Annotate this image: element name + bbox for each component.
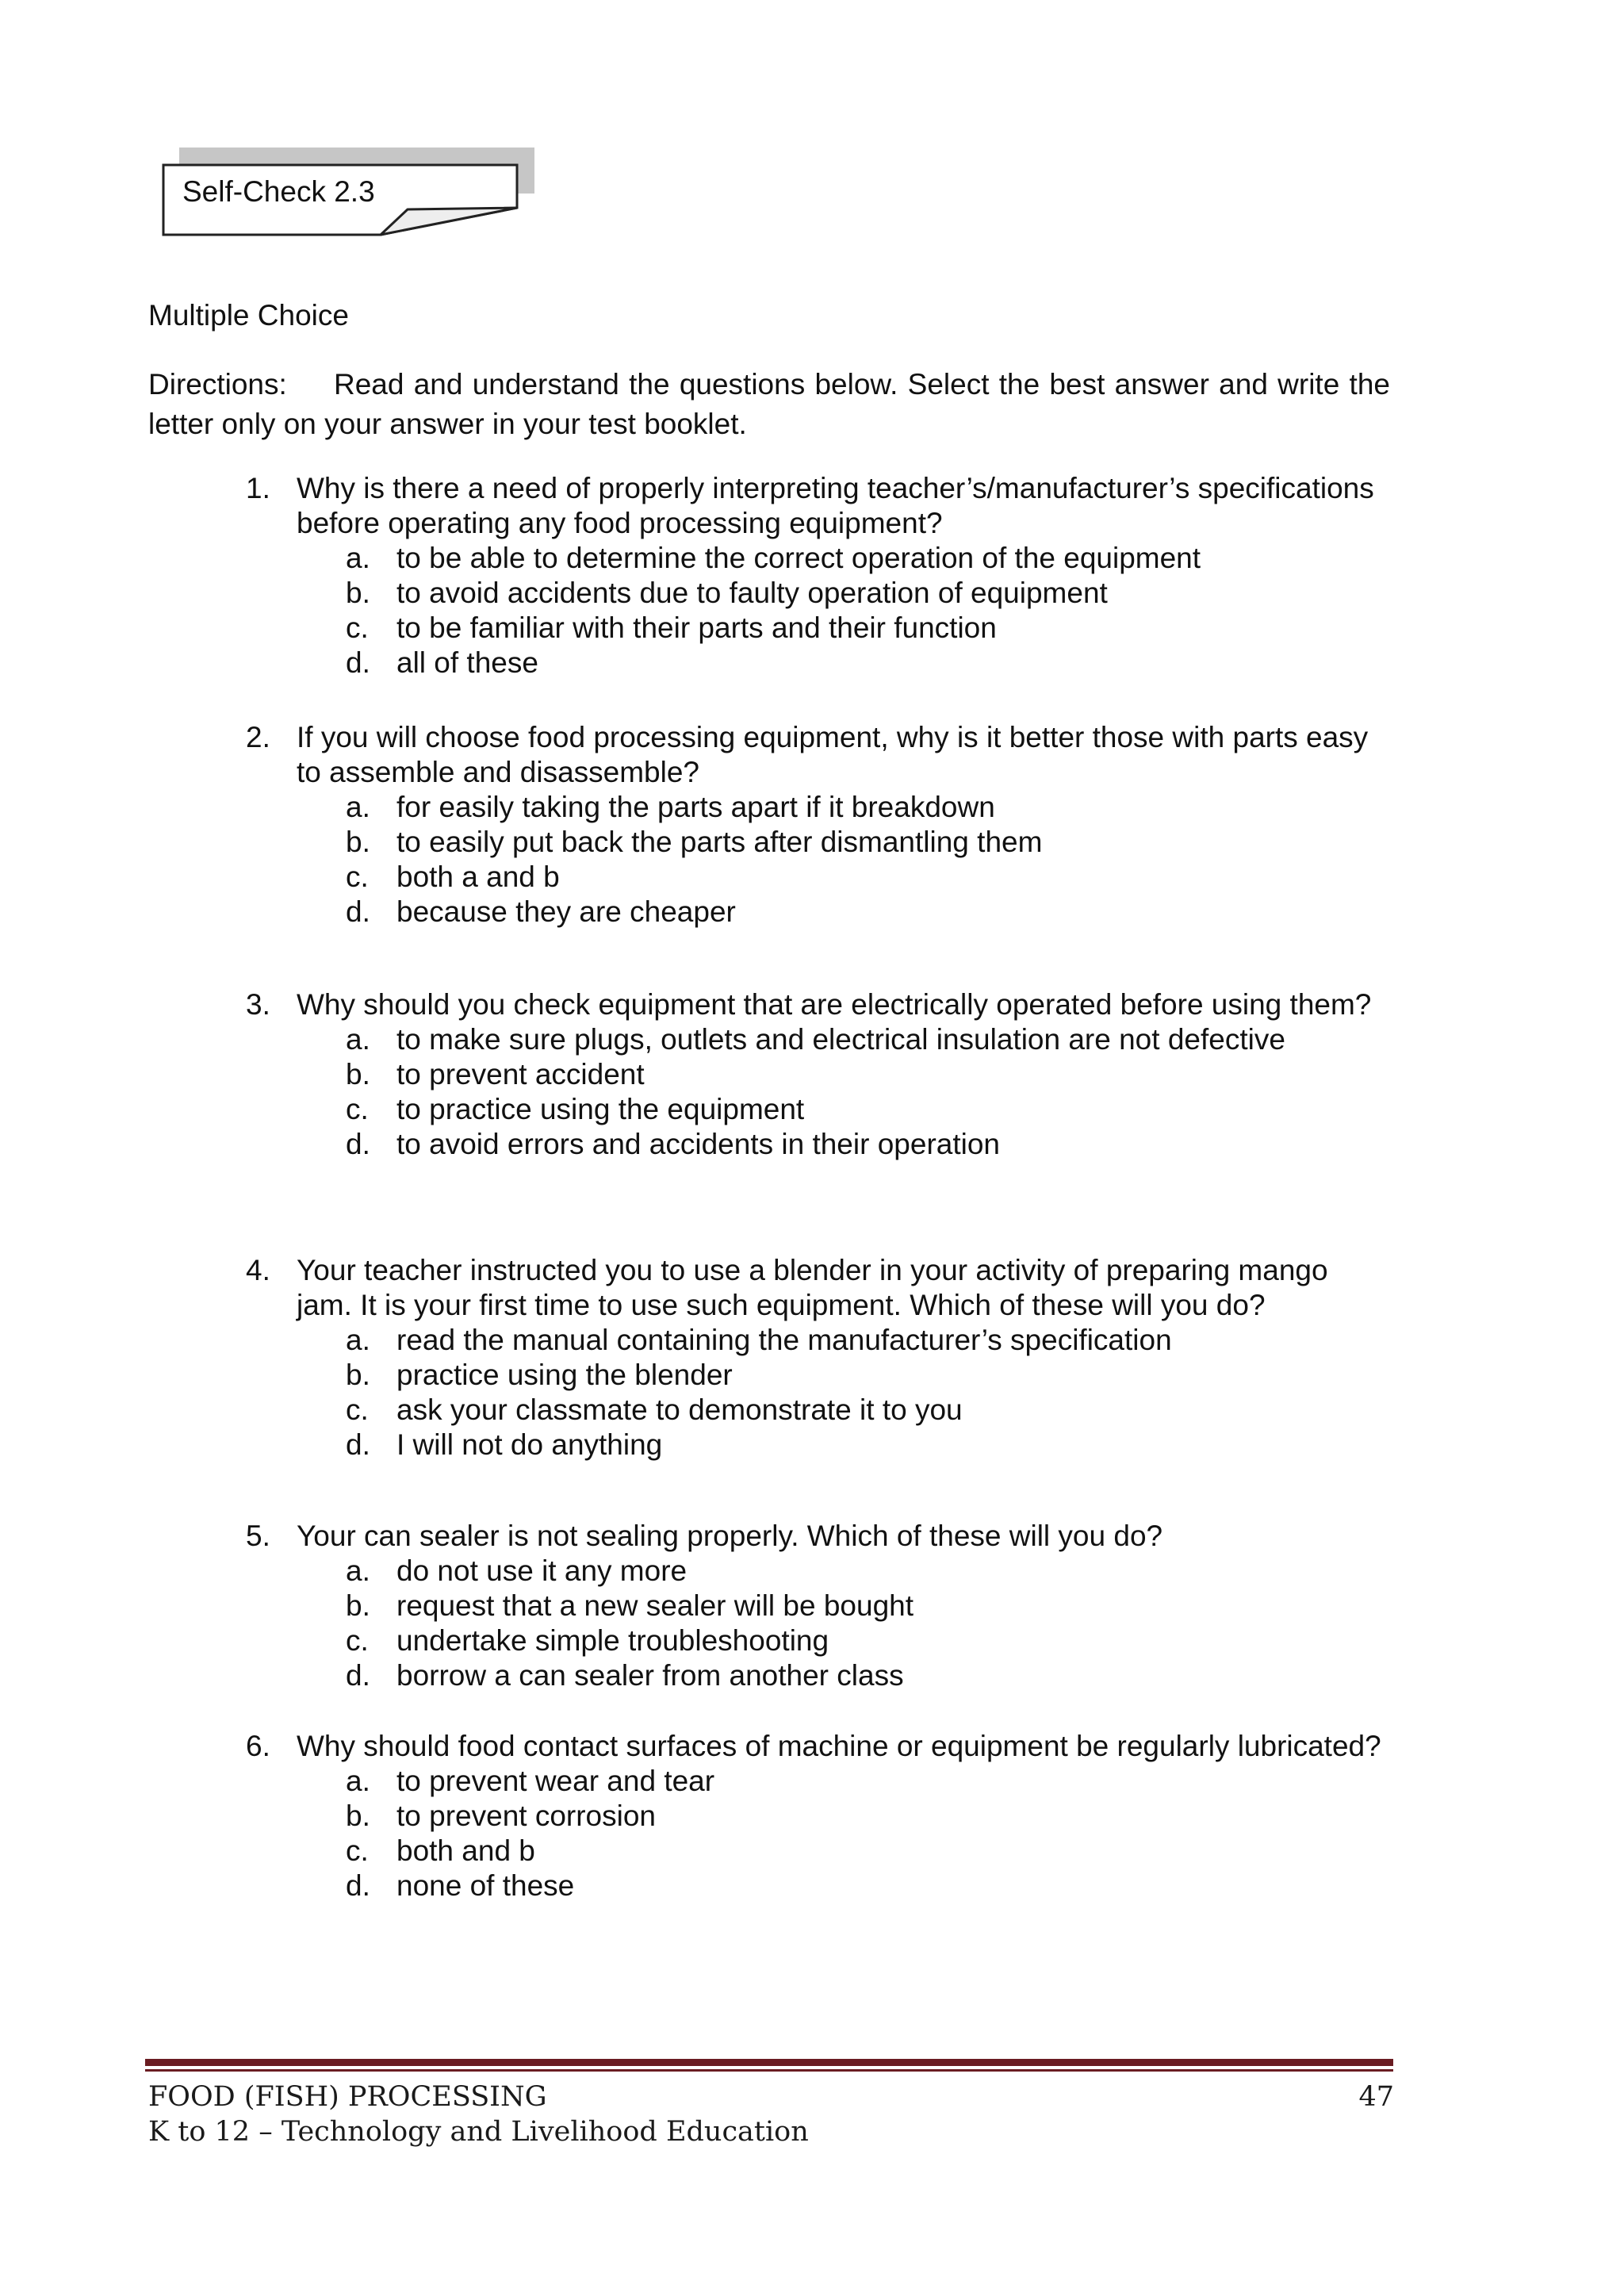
answer-options — [246, 1764, 1388, 1903]
question-text: Why should food contact surfaces of machine or equipment be regularly lubricated? — [297, 1730, 1381, 1762]
answer-option-a — [246, 541, 1388, 576]
option-letter: b. — [346, 1058, 370, 1091]
option-text: to avoid errors and accidents in their operation — [396, 1128, 1000, 1160]
answer-option-b — [246, 825, 1388, 860]
answer-option-a — [246, 1764, 1388, 1799]
option-text: to prevent accident — [396, 1058, 645, 1091]
answer-options — [246, 1554, 1388, 1693]
directions-text: Read and understand the questions below. Select the best answer and write the letter only on your answer in your test booklet. — [148, 368, 1390, 440]
option-letter: d. — [346, 895, 370, 928]
option-text: to practice using the equipment — [396, 1093, 805, 1125]
question-text: If you will choose food processing equipment, why is it better those with parts easy to assemble and disassemble? — [297, 721, 1369, 788]
option-text: because they are cheaper — [396, 895, 736, 928]
answer-option-d — [246, 1869, 1388, 1903]
answer-option-b — [246, 1589, 1388, 1623]
self-check-title: Self-Check 2.3 — [182, 175, 375, 208]
option-letter: d. — [346, 646, 370, 679]
option-letter: b. — [346, 577, 370, 609]
footer-divider-thick — [145, 2059, 1393, 2066]
question-number: 6. — [246, 1730, 270, 1762]
option-letter: c. — [346, 611, 369, 644]
answer-option-d — [246, 895, 1388, 930]
answer-option-b — [246, 1799, 1388, 1834]
question-number: 5. — [246, 1520, 270, 1552]
question-3 — [246, 987, 1388, 1162]
answer-option-b — [246, 576, 1388, 611]
answer-option-c — [246, 1092, 1388, 1127]
answer-option-b — [246, 1358, 1388, 1393]
question-text: Why is there a need of properly interpreting teacher’s/manufacturer’s specifications before operating any food processing equipment? — [297, 472, 1374, 539]
page-number: 47 — [1358, 2081, 1394, 2113]
option-letter: a. — [346, 1765, 370, 1797]
option-text: practice using the blender — [396, 1359, 733, 1391]
option-text: for easily taking the parts apart if it breakdown — [396, 791, 995, 823]
directions — [148, 365, 1390, 444]
option-text: to make sure plugs, outlets and electrical insulation are not defective — [396, 1023, 1285, 1056]
option-text: to avoid accidents due to faulty operation of equipment — [396, 577, 1108, 609]
option-text: to prevent wear and tear — [396, 1765, 715, 1797]
option-text: request that a new sealer will be bought — [396, 1589, 914, 1622]
answer-option-c — [246, 860, 1388, 895]
option-text: to be familiar with their parts and their function — [396, 611, 997, 644]
option-text: both and b — [396, 1834, 535, 1867]
question-number: 3. — [246, 988, 270, 1021]
directions-label: Directions: — [148, 368, 287, 401]
option-letter: a. — [346, 1023, 370, 1056]
answer-option-c — [246, 1834, 1388, 1869]
option-text: both a and b — [396, 861, 560, 893]
question-text: Your teacher instructed you to use a blender in your activity of preparing mango jam. It is your first time to use such equipment. Which of these will you do? — [297, 1254, 1328, 1321]
option-letter: b. — [346, 1359, 370, 1391]
option-letter: b. — [346, 826, 370, 858]
option-letter: b. — [346, 1589, 370, 1622]
option-letter: c. — [346, 1624, 369, 1657]
question-6 — [246, 1729, 1388, 1903]
question-number: 1. — [246, 472, 270, 504]
option-text: to easily put back the parts after dismantling them — [396, 826, 1043, 858]
option-letter: c. — [346, 1834, 369, 1867]
option-text: undertake simple troubleshooting — [396, 1624, 829, 1657]
option-letter: a. — [346, 1554, 370, 1587]
option-letter: b. — [346, 1800, 370, 1832]
footer-subject: FOOD (FISH) PROCESSING — [148, 2081, 547, 2113]
answer-option-d — [246, 646, 1388, 680]
question-2 — [246, 720, 1388, 930]
answer-option-c — [246, 611, 1388, 646]
question-text: Your can sealer is not sealing properly. Which of these will you do? — [297, 1520, 1163, 1552]
footer-divider-thin — [145, 2069, 1393, 2072]
answer-option-a — [246, 790, 1388, 825]
answer-option-d — [246, 1658, 1388, 1693]
answer-option-c — [246, 1393, 1388, 1428]
answer-options — [246, 1022, 1388, 1162]
answer-option-c — [246, 1623, 1388, 1658]
answer-option-d — [246, 1428, 1388, 1462]
option-text: to be able to determine the correct operation of the equipment — [396, 542, 1201, 574]
question-5 — [246, 1519, 1388, 1693]
answer-option-a — [246, 1323, 1388, 1358]
answer-options — [246, 541, 1388, 680]
option-letter: a. — [346, 1324, 370, 1356]
option-letter: c. — [346, 861, 369, 893]
question-1 — [246, 471, 1388, 680]
option-letter: a. — [346, 542, 370, 574]
option-text: read the manual containing the manufacturer’s specification — [396, 1324, 1172, 1356]
answer-option-a — [246, 1022, 1388, 1057]
option-letter: a. — [346, 791, 370, 823]
question-number: 4. — [246, 1254, 270, 1286]
answer-options — [246, 1323, 1388, 1462]
option-letter: c. — [346, 1093, 369, 1125]
answer-option-d — [246, 1127, 1388, 1162]
option-letter: d. — [346, 1659, 370, 1692]
question-number: 2. — [246, 721, 270, 753]
option-text: ask your classmate to demonstrate it to you — [396, 1393, 963, 1426]
option-letter: d. — [346, 1869, 370, 1902]
footer-course: K to 12 – Technology and Livelihood Education — [148, 2116, 809, 2148]
option-text: all of these — [396, 646, 538, 679]
self-check-badge — [162, 163, 519, 236]
option-text: none of these — [396, 1869, 575, 1902]
answer-option-b — [246, 1057, 1388, 1092]
answer-options — [246, 790, 1388, 930]
section-title: Multiple Choice — [148, 299, 349, 332]
option-text: I will not do anything — [396, 1428, 663, 1461]
question-4 — [246, 1253, 1388, 1462]
option-letter: c. — [346, 1393, 369, 1426]
answer-option-a — [246, 1554, 1388, 1589]
question-text: Why should you check equipment that are electrically operated before using them? — [297, 988, 1372, 1021]
option-letter: d. — [346, 1128, 370, 1160]
option-text: do not use it any more — [396, 1554, 688, 1587]
option-letter: d. — [346, 1428, 370, 1461]
option-text: borrow a can sealer from another class — [396, 1659, 904, 1692]
option-text: to prevent corrosion — [396, 1800, 657, 1832]
